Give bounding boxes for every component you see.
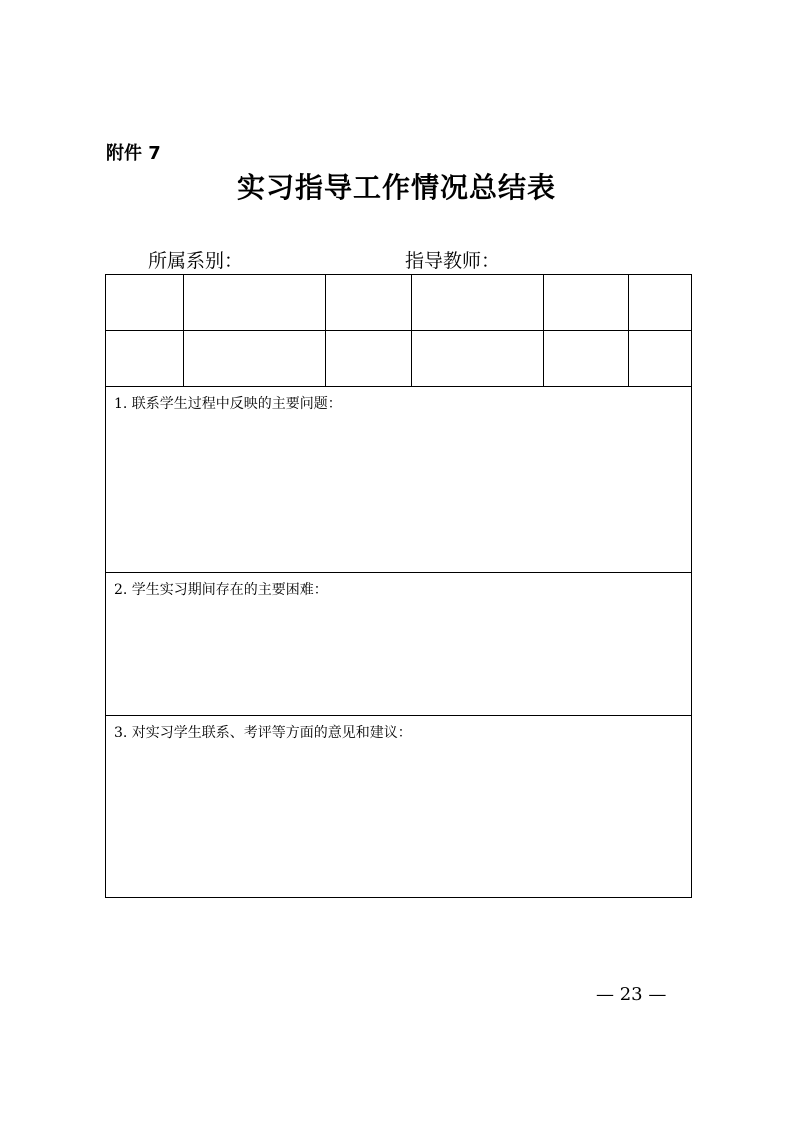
- grid-cell-r1-c4[interactable]: [412, 275, 544, 331]
- grid-cell-r2-c5[interactable]: [544, 331, 629, 387]
- grid-cell-r1-c5[interactable]: [544, 275, 629, 331]
- teacher-label: 指导教师：: [405, 250, 501, 272]
- grid-cell-r2-c1[interactable]: [106, 331, 184, 387]
- grid-cell-r2-c4[interactable]: [412, 331, 544, 387]
- section-prompt: 1. 联系学生过程中反映的主要问题：: [114, 396, 342, 412]
- page-title: 实习指导工作情况总结表: [236, 171, 556, 204]
- section-suggestions[interactable]: [106, 716, 691, 897]
- grid-cell-r1-c3[interactable]: [326, 275, 412, 331]
- attachment-label: 附件 7: [106, 143, 161, 164]
- grid-cell-r2-c2[interactable]: [184, 331, 326, 387]
- grid-cell-r1-c1[interactable]: [106, 275, 184, 331]
- grid-cell-r1-c6[interactable]: [629, 275, 691, 331]
- section-prompt: 3. 对实习学生联系、考评等方面的意见和建议：: [114, 725, 412, 741]
- section-difficulties[interactable]: [106, 573, 691, 716]
- grid-cell-r2-c3[interactable]: [326, 331, 412, 387]
- grid-cell-r2-c6[interactable]: [629, 331, 691, 387]
- section-prompt: 2. 学生实习期间存在的主要困难：: [114, 582, 328, 598]
- section-problems[interactable]: [106, 387, 691, 573]
- page-number: — 23 —: [596, 984, 667, 1005]
- grid-cell-r1-c2[interactable]: [184, 275, 326, 331]
- summary-table: [105, 274, 692, 898]
- department-label: 所属系别：: [148, 250, 244, 272]
